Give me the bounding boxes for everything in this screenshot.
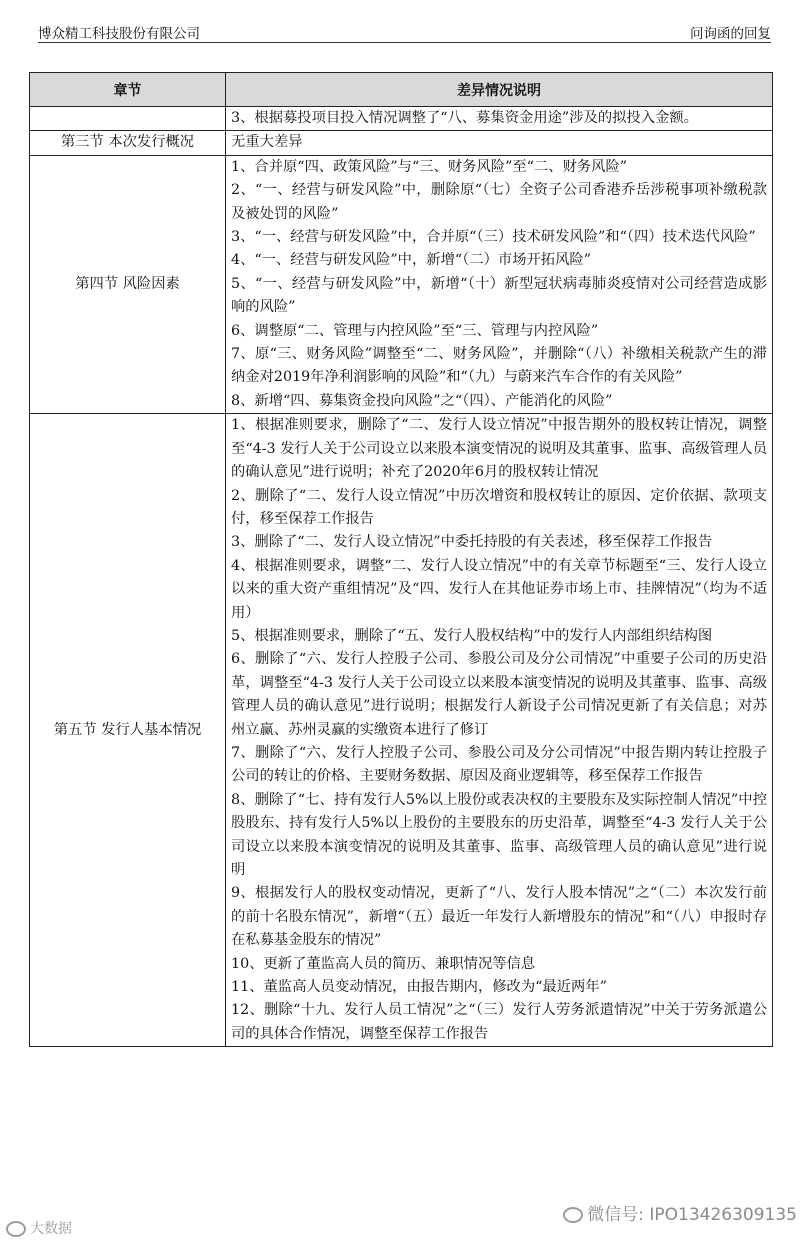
description-item: 4、根据准则要求，调整“二、发行人设立情况”中的有关章节标题至“三、发行人设立以来的重大资产重组情况”及“四、发行人在其他证券市场上市、挂牌情况”（均为不适用） <box>231 557 767 621</box>
description-item: 1、合并原“四、政策风险”与“三、财务风险”至“二、财务风险” <box>231 158 628 175</box>
description-item: 12、删除“十九、发行人员工情况”之“（三）发行人劳务派遣情况”中关于劳务派遣公司的具体合作情况，调整至保荐工作报告 <box>231 1002 767 1042</box>
column-header-section: 章节 <box>30 73 226 107</box>
description-item: 10、更新了董监高人员的简历、兼职情况等信息 <box>231 955 536 972</box>
description-cell <box>226 131 773 155</box>
description-cell <box>226 107 773 131</box>
description-item: 无重大差异 <box>231 134 303 151</box>
wechat-icon <box>563 1207 583 1223</box>
description-cell <box>226 414 773 1047</box>
description-item: 3、“一、经营与研发风险”中，合并原“（三）技术研发风险”和“（四）技术迭代风险” <box>231 229 756 246</box>
section-cell: 第四节 风险因素 <box>30 155 226 413</box>
page-header <box>38 20 771 43</box>
section-cell <box>30 107 226 131</box>
description-item: 9、根据发行人的股权变动情况，更新了“八、发行人股本情况”之“（二）本次发行前的前十名股东情况”，新增“（五）最近一年发行人新增股东的情况”和“（八）申报时存在私募基金股东的情况” <box>231 885 767 949</box>
column-header-description: 差异情况说明 <box>226 73 773 107</box>
description-item: 4、“一、经营与研发风险”中，新增“（二）市场开拓风险” <box>231 252 592 269</box>
description-item: 7、删除了“六、发行人控股子公司、参股公司及分公司情况”中报告期内转让控股子公司的转让的价格、主要财务数据、原因及商业逻辑等，移至保荐工作报告 <box>231 744 767 785</box>
table-header-row <box>30 73 773 107</box>
description-cell <box>226 155 773 413</box>
table-row <box>30 155 773 413</box>
watermark-right-text: 微信号: IPO13426309135 <box>587 1205 797 1225</box>
table-row <box>30 131 773 155</box>
description-item: 11、董监高人员变动情况，由报告期内，修改为“最近两年” <box>231 979 607 996</box>
watermark-left <box>6 1218 72 1238</box>
difference-table <box>29 72 773 1047</box>
description-item: 5、根据准则要求，删除了“五、发行人股权结构”中的发行人内部组织结构图 <box>231 627 713 644</box>
description-item: 5、“一、经营与研发风险”中，新增“（十）新型冠状病毒肺炎疫情对公司经营造成影响的风险” <box>231 275 767 316</box>
watermark-right <box>563 1200 797 1225</box>
weibo-icon <box>6 1221 26 1237</box>
document-type: 问询函的回复 <box>690 26 771 42</box>
section-cell: 第三节 本次发行概况 <box>30 131 226 155</box>
section-cell: 第五节 发行人基本情况 <box>30 414 226 1047</box>
table-row <box>30 107 773 131</box>
description-item: 2、删除了“二、发行人设立情况”中历次增资和股权转让的原因、定价依据、款项支付，移至保荐工作报告 <box>231 487 767 527</box>
description-item: 3、删除了“二、发行人设立情况”中委托持股的有关表述，移至保荐工作报告 <box>231 534 713 551</box>
description-item: 6、删除了“六、发行人控股子公司、参股公司及分公司情况”中重要子公司的历史沿革，调整至“4-3 发行人关于公司设立以来股本演变情况的说明及其董事、监事、高级管理人员的确认意见”进行说明；根据发行人新设子公司情况更新了有关信息；对苏州立赢、苏州灵赢的实缴资本进行了修订 <box>231 651 767 738</box>
table-row <box>30 414 773 1047</box>
description-item: 2、“一、经营与研发风险”中，删除原“（七）全资子公司香港乔岳涉税事项补缴税款及被处罚的风险” <box>231 182 767 222</box>
description-item: 8、删除了“七、持有发行人5%以上股份或表决权的主要股东及实际控制人情况”中控股股东、持有发行人5%以上股份的主要股东的历史沿革，调整至“4-3 发行人关于公司设立以来股本演变情况的说明及其董事、监事、高级管理人员的确认意见”进行说明 <box>231 791 767 878</box>
description-item: 7、原“三、财务风险”调整至“二、财务风险”，并删除“（八）补缴相关税款产生的滞纳金对2019年净利润影响的风险”和“（九）与蔚来汽车合作的有关风险” <box>231 346 767 386</box>
table-body <box>30 107 773 1047</box>
watermark-left-text: 大数据 <box>30 1221 72 1237</box>
description-item: 1、根据准则要求，删除了“二、发行人设立情况”中报告期外的股权转让情况，调整至“4-3 发行人关于公司设立以来股本演变情况的说明及其董事、监事、高级管理人员的确认意见”进行说明；补充了2020年6月的股权转让情况 <box>231 417 767 481</box>
description-item: 8、新增“四、募集资金投向风险”之“（四）、产能消化的风险” <box>231 392 613 409</box>
description-item: 3、根据募投项目投入情况调整了“八、募集资金用途”涉及的拟投入金额。 <box>231 110 698 126</box>
company-name: 博众精工科技股份有限公司 <box>38 26 200 42</box>
description-item: 6、调整原“二、管理与内控风险”至“三、管理与内控风险” <box>231 322 599 339</box>
